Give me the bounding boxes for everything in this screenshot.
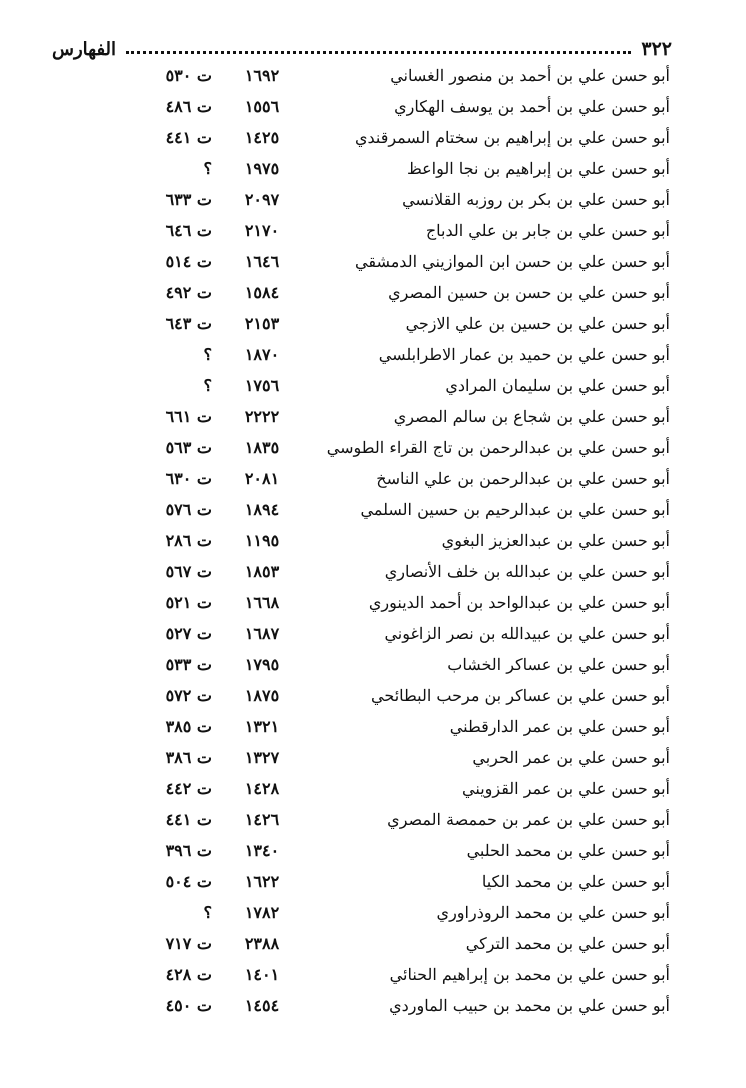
entry-number: ١٧٨٢ <box>244 903 280 922</box>
entry-name: أبو حسن علي بن عمر الدارقطني <box>449 717 670 736</box>
entry-name: أبو حسن علي بن عبدالعزيز البغوي <box>441 531 670 550</box>
index-entry <box>0 215 746 246</box>
entry-number: ١٨٣٥ <box>244 438 280 457</box>
index-entry <box>0 432 746 463</box>
entry-number: ١٦٦٨ <box>244 593 280 612</box>
index-entry <box>0 463 746 494</box>
index-entry <box>0 711 746 742</box>
entry-number: ٢٠٨١ <box>244 469 280 488</box>
entry-number: ١٤٢٨ <box>244 779 280 798</box>
entry-name: أبو حسن علي بن عبيدالله بن نصر الزاغوني <box>384 624 670 643</box>
entry-name: أبو حسن علي بن محمد بن حبيب الماوردي <box>389 996 670 1015</box>
entry-death-year: ت ٤٩٢ <box>165 283 212 302</box>
entry-death-year: ت ٥١٤ <box>165 252 212 271</box>
entry-death-year: ؟ <box>203 345 212 364</box>
entry-name: أبو حسن علي بن محمد بن إبراهيم الحنائي <box>389 965 670 984</box>
dotted-leader <box>126 51 631 54</box>
index-entry <box>0 587 746 618</box>
entry-death-year: ت ٦٦١ <box>165 407 212 426</box>
entry-number: ١٦٤٦ <box>244 252 280 271</box>
index-entry <box>0 742 746 773</box>
entry-number: ١٩٧٥ <box>244 159 280 178</box>
index-entry <box>0 401 746 432</box>
entry-name: أبو حسن علي بن بكر بن روزبه القلانسي <box>402 190 670 209</box>
entry-number: ١٥٨٤ <box>244 283 280 302</box>
index-entry <box>0 246 746 277</box>
entry-number: ١٣٢١ <box>244 717 280 736</box>
entry-death-year: ت ٥٣٠ <box>165 66 212 85</box>
entry-number: ١٤٢٥ <box>244 128 280 147</box>
entry-name: أبو حسن علي بن حسن ابن الموازيني الدمشقي <box>355 252 670 271</box>
entry-death-year: ت ٢٨٦ <box>165 531 212 550</box>
entry-name: أبو حسن علي بن محمد التركي <box>465 934 670 953</box>
index-entry <box>0 370 746 401</box>
index-entry <box>0 866 746 897</box>
entry-number: ١٧٥٦ <box>244 376 280 395</box>
page-number: ٣٢٢ <box>641 38 672 60</box>
entry-name: أبو حسن علي بن عساكر بن مرحب البطائحي <box>371 686 670 705</box>
index-entry <box>0 184 746 215</box>
entry-death-year: ت ٦٣٠ <box>165 469 212 488</box>
index-entry <box>0 959 746 990</box>
index-entry <box>0 339 746 370</box>
entry-number: ١٦٨٧ <box>244 624 280 643</box>
entry-death-year: ؟ <box>203 903 212 922</box>
index-entry <box>0 494 746 525</box>
entry-name: أبو حسن علي بن سليمان المرادي <box>445 376 670 395</box>
entry-number: ١٨٩٤ <box>244 500 280 519</box>
entry-number: ١٤٢٦ <box>244 810 280 829</box>
entry-name: أبو حسن علي بن أحمد بن يوسف الهكاري <box>394 97 670 116</box>
index-entry <box>0 835 746 866</box>
index-entry <box>0 525 746 556</box>
entry-name: أبو حسن علي بن عمر الحربي <box>472 748 670 767</box>
entry-death-year: ت ٤٨٦ <box>165 97 212 116</box>
entry-death-year: ت ٥٧٢ <box>165 686 212 705</box>
index-entry <box>0 680 746 711</box>
entry-name: أبو حسن علي بن عبدالرحيم بن حسين السلمي <box>360 500 670 519</box>
entry-name: أبو حسن علي بن شجاع بن سالم المصري <box>393 407 670 426</box>
entry-number: ١٧٩٥ <box>244 655 280 674</box>
entry-death-year: ت ٣٨٥ <box>165 717 212 736</box>
index-entry <box>0 897 746 928</box>
index-entry <box>0 649 746 680</box>
entry-name: أبو حسن علي بن جابر بن علي الدباج <box>425 221 670 240</box>
entry-name: أبو حسن علي بن إبراهيم بن سختام السمرقندي <box>354 128 670 147</box>
page-header <box>52 34 672 60</box>
entry-name: أبو حسن علي بن محمد الحلبي <box>466 841 670 860</box>
index-entry <box>0 804 746 835</box>
entry-number: ١٨٧٠ <box>244 345 280 364</box>
entry-death-year: ت ٦٤٣ <box>165 314 212 333</box>
entry-number: ٢١٥٣ <box>244 314 280 333</box>
index-entries-list <box>0 60 746 1021</box>
entry-death-year: ت ٤٤١ <box>165 128 212 147</box>
entry-number: ١٣٢٧ <box>244 748 280 767</box>
entry-number: ٢٢٢٢ <box>244 407 280 426</box>
entry-number: ١١٩٥ <box>244 531 280 550</box>
entry-name: أبو حسن علي بن حسين بن علي الازجي <box>405 314 670 333</box>
entry-death-year: ت ٥٣٣ <box>165 655 212 674</box>
entry-name: أبو حسن علي بن عمر القزويني <box>462 779 670 798</box>
entry-number: ١٤٥٤ <box>244 996 280 1015</box>
entry-number: ١٦٩٢ <box>244 66 280 85</box>
entry-death-year: ت ٦٤٦ <box>165 221 212 240</box>
entry-name: أبو حسن علي بن حميد بن عمار الاطرابلسي <box>378 345 670 364</box>
entry-number: ١٨٧٥ <box>244 686 280 705</box>
entry-number: ٢١٧٠ <box>244 221 280 240</box>
entry-number: ١٦٢٢ <box>244 872 280 891</box>
index-entry <box>0 277 746 308</box>
entry-name: أبو حسن علي بن محمد الكيا <box>481 872 670 891</box>
entry-death-year: ت ٤٤٢ <box>165 779 212 798</box>
entry-name: أبو حسن علي بن إبراهيم بن نجا الواعظ <box>406 159 670 178</box>
entry-death-year: ت ٥٠٤ <box>165 872 212 891</box>
entry-death-year: ت ٦٣٣ <box>165 190 212 209</box>
entry-name: أبو حسن علي بن أحمد بن منصور الغساني <box>390 66 670 85</box>
entry-name: أبو حسن علي بن عساكر الخشاب <box>447 655 670 674</box>
entry-name: أبو حسن علي بن محمد الروذراوري <box>436 903 670 922</box>
index-entry <box>0 60 746 91</box>
index-entry <box>0 773 746 804</box>
entry-death-year: ت ٣٨٦ <box>165 748 212 767</box>
section-title: الفهارس <box>52 39 117 60</box>
entry-number: ٢٣٨٨ <box>244 934 280 953</box>
entry-name: أبو حسن علي بن عبدالله بن خلف الأنصاري <box>384 562 670 581</box>
entry-name: أبو حسن علي بن عمر بن حممصة المصري <box>387 810 670 829</box>
index-entry <box>0 556 746 587</box>
entry-death-year: ت ٥٦٧ <box>165 562 212 581</box>
entry-death-year: ت ٧١٧ <box>165 934 212 953</box>
index-entry <box>0 990 746 1021</box>
entry-name: أبو حسن علي بن عبدالواحد بن أحمد الدينوري <box>368 593 670 612</box>
entry-name: أبو حسن علي بن عبدالرحمن بن تاج القراء الطوسي <box>326 438 670 457</box>
index-entry <box>0 91 746 122</box>
entry-death-year: ت ٥٧٦ <box>165 500 212 519</box>
entry-death-year: ؟ <box>203 376 212 395</box>
entry-number: ٢٠٩٧ <box>244 190 280 209</box>
entry-death-year: ت ٥٢٧ <box>165 624 212 643</box>
entry-number: ١٥٥٦ <box>244 97 280 116</box>
entry-death-year: ت ٥٦٣ <box>165 438 212 457</box>
entry-death-year: ت ٥٢١ <box>165 593 212 612</box>
entry-number: ١٤٠١ <box>244 965 280 984</box>
index-entry <box>0 928 746 959</box>
index-entry <box>0 618 746 649</box>
entry-death-year: ت ٤٥٠ <box>165 996 212 1015</box>
entry-name: أبو حسن علي بن عبدالرحمن بن علي الناسخ <box>376 469 670 488</box>
entry-death-year: ت ٣٩٦ <box>165 841 212 860</box>
index-entry <box>0 153 746 184</box>
entry-death-year: ت ٤٤١ <box>165 810 212 829</box>
index-entry <box>0 122 746 153</box>
entry-death-year: ؟ <box>203 159 212 178</box>
entry-name: أبو حسن علي بن حسن بن حسين المصري <box>388 283 670 302</box>
entry-death-year: ت ٤٢٨ <box>165 965 212 984</box>
entry-number: ١٣٤٠ <box>244 841 280 860</box>
index-entry <box>0 308 746 339</box>
entry-number: ١٨٥٣ <box>244 562 280 581</box>
